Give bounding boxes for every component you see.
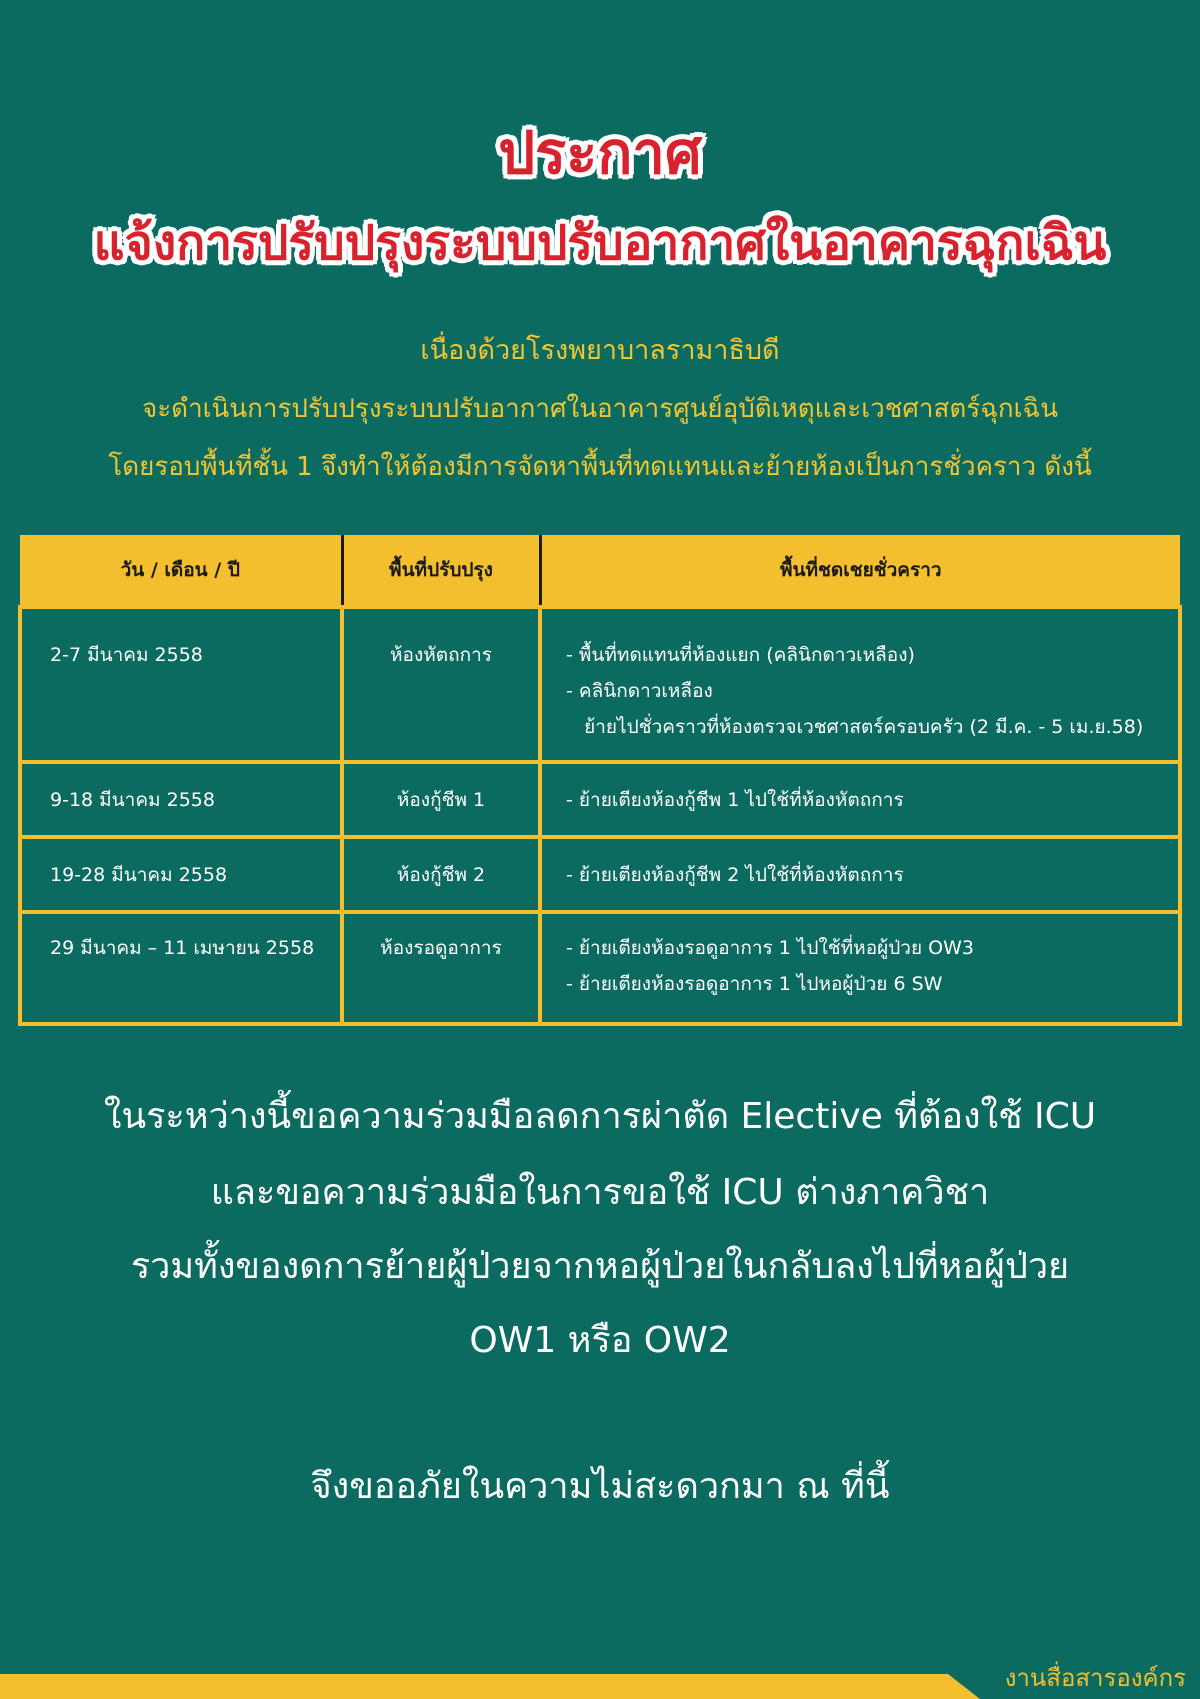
row-date: 19-28 มีนาคม 2558 [20,837,342,912]
header-date: วัน / เดือน / ปี [20,535,342,607]
row-temp-area [540,912,1180,1024]
row-date: 9-18 มีนาคม 2558 [20,762,342,837]
row-area: ห้องหัตถการ [342,607,540,762]
table-header-row [20,535,1180,607]
row-area: ห้องรอดูอาการ [342,912,540,1024]
header-renovated-area: พื้นที่ปรับปรุง [342,535,540,607]
table-row [20,912,1180,1024]
apology-text: จึงขออภัยในความไม่สะดวกมา ณ ที่นี้ [310,1466,890,1507]
appeal-line-1: ในระหว่างนี้ขอความร่วมมือลดการผ่าตัด Elective ที่ต้องใช้ ICU [103,1096,1097,1137]
schedule-table [18,535,1182,1026]
row-area: ห้องกู้ชีพ 2 [342,837,540,912]
table-row [20,762,1180,837]
announcement-title: ประกาศ [498,119,702,187]
row-temp-area [540,762,1180,837]
temp-area-line: ย้ายไปชั่วคราวที่ห้องตรวจเวชศาสตร์ครอบครัว (2 มี.ค. - 5 เม.ย.58) [566,716,1144,738]
intro-line-2: จะดำเนินการปรับปรุงระบบปรับอากาศในอาคารศูนย์อุบัติเหตุและเวชศาสตร์ฉุกเฉิน [141,394,1059,424]
appeal-line-2: และขอความร่วมมือในการขอใช้ ICU ต่างภาควิชา [210,1172,990,1213]
row-temp-area [540,607,1180,762]
row-area: ห้องกู้ชีพ 1 [342,762,540,837]
appeal-line-4: OW1 หรือ OW2 [469,1320,731,1361]
temp-area-line: - คลินิกดาวเหลือง [566,680,713,702]
row-date: 2-7 มีนาคม 2558 [20,607,342,762]
announcement-subtitle: แจ้งการปรับปรุงระบบปรับอากาศในอาคารฉุกเฉิน [93,215,1107,271]
appeal-line-3: รวมทั้งของดการย้ายผู้ป่วยจากหอผู้ป่วยในกลับลงไปที่หอผู้ป่วย [130,1246,1070,1287]
row-date: 29 มีนาคม – 11 เมษายน 2558 [20,912,342,1024]
row-temp-area [540,837,1180,912]
temp-area-line: - ย้ายเตียงห้องกู้ชีพ 2 ไปใช้ที่ห้องหัตถการ [566,864,904,886]
intro-line-1: เนื่องด้วยโรงพยาบาลรามาธิบดี [420,335,780,366]
header-temporary-area: พื้นที่ชดเชยชั่วคราว [540,535,1180,607]
footer-label: งานสื่อสารองค์กร [1004,1664,1186,1692]
temp-area-line: - ย้ายเตียงห้องรอดูอาการ 1 ไปหอผู้ป่วย 6 SW [566,973,943,995]
temp-area-line: - ย้ายเตียงห้องรอดูอาการ 1 ไปใช้ที่หอผู้ป่วย OW3 [566,937,974,959]
intro-line-3: โดยรอบพื้นที่ชั้น 1 จึงทำให้ต้องมีการจัดหาพื้นที่ทดแทนและย้ายห้องเป็นการชั่วคราว ดังนี้ [108,452,1092,482]
table-row [20,607,1180,762]
temp-area-line: - พื้นที่ทดแทนที่ห้องแยก (คลินิกดาวเหลือง) [566,644,915,666]
temp-area-line: - ย้ายเตียงห้องกู้ชีพ 1 ไปใช้ที่ห้องหัตถการ [566,789,904,811]
footer-accent-bar [0,1674,980,1699]
table-row [20,837,1180,912]
